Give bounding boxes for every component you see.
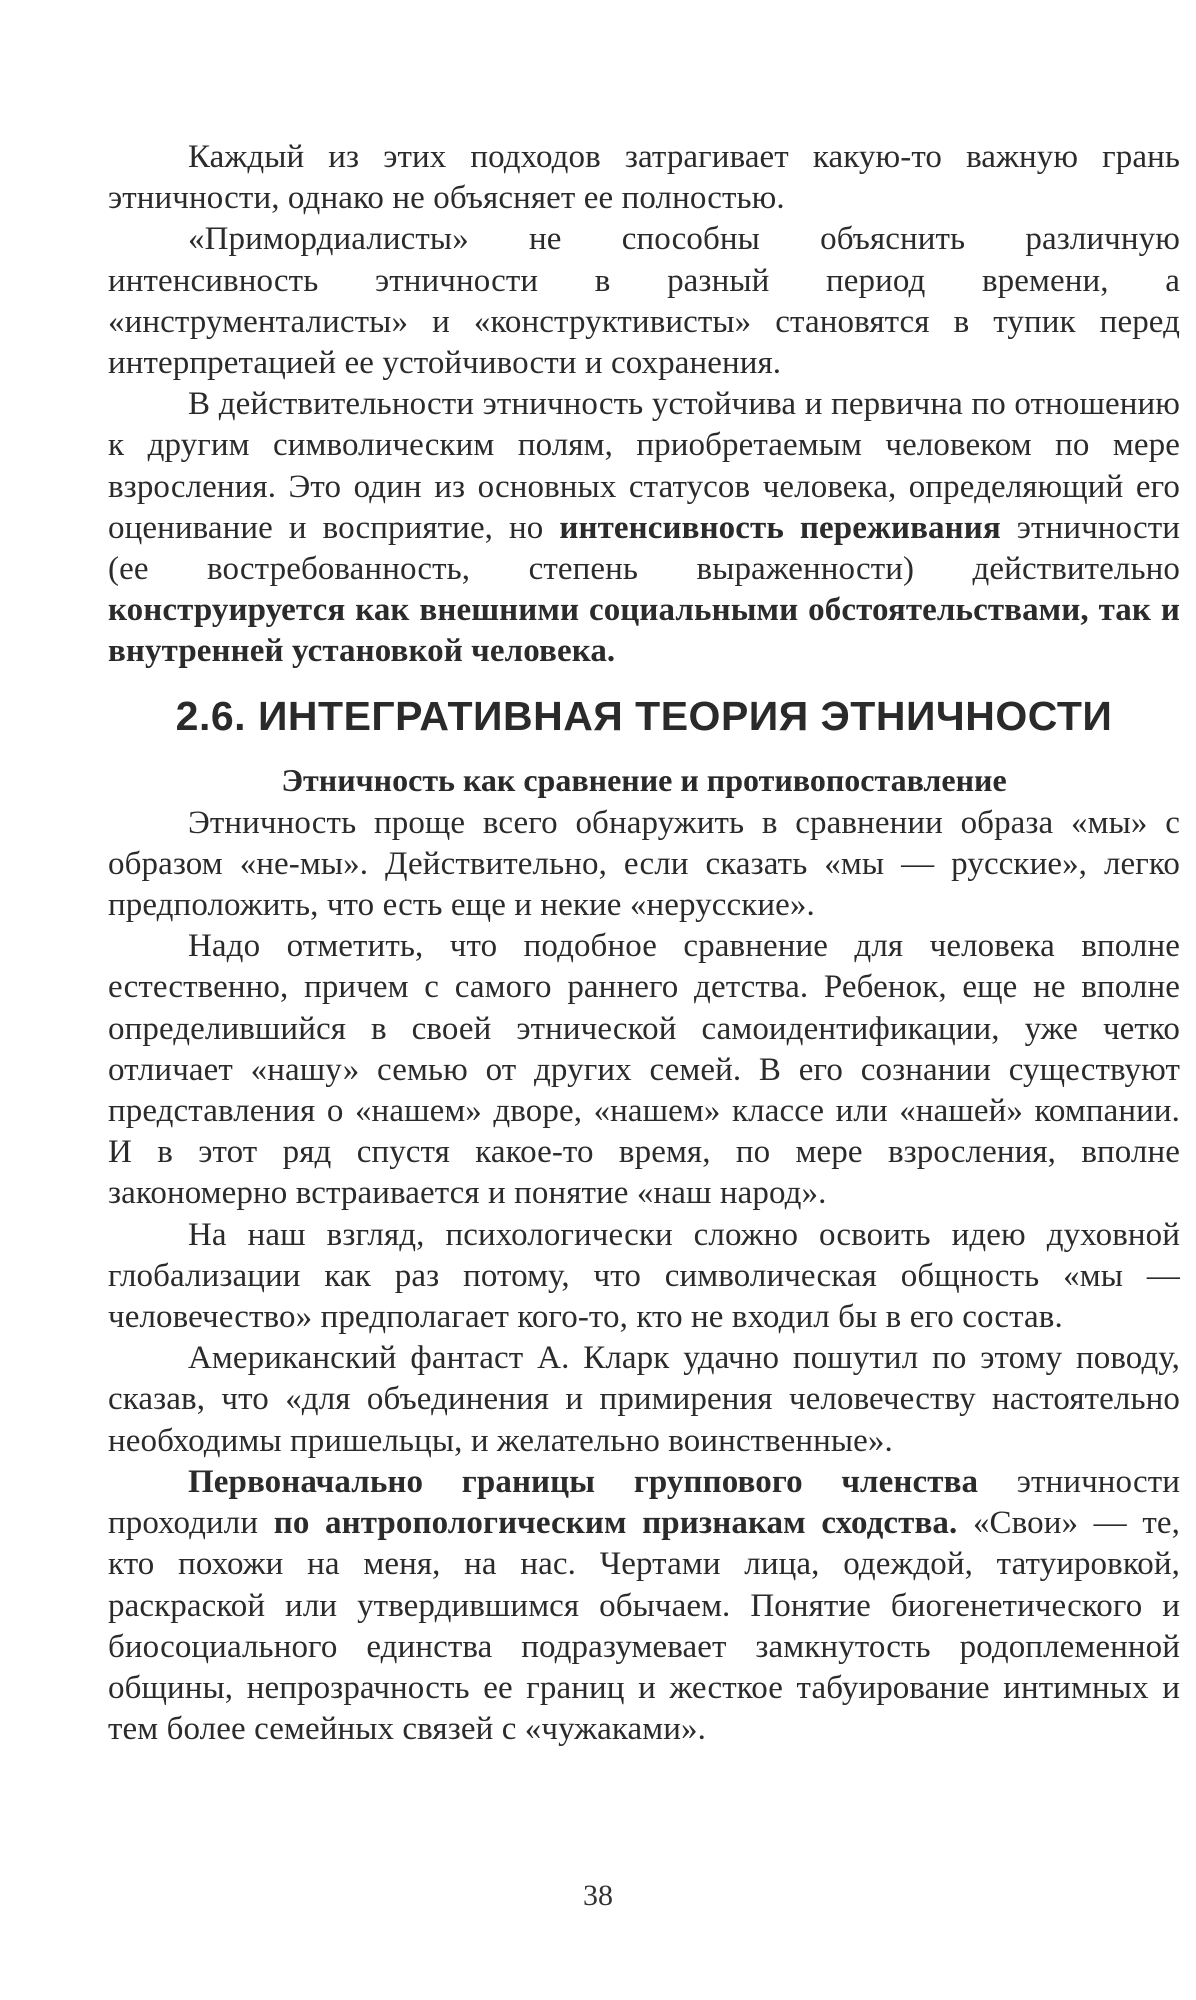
paragraph	[108, 1462, 1180, 1750]
paragraph-text: этничности проходили	[108, 1463, 1181, 1542]
bold-text: конструируется как внешними социальными обстоятельствами, так и внутренней установкой человека.	[108, 592, 1180, 670]
paragraph-text: «Свои» — те, кто похожи на меня, на нас. Чертами лица, одеждой, татуировкой, раскраской или утвердившимся обычаем. Понятие биогенетического и биосоциального единства подразумевает замкнутость родоплеменной общины, непрозрачность ее границ и жесткое табуирование интимных и тем более семейных связей с «чужаками».	[108, 1505, 1180, 1748]
paragraph	[108, 803, 1180, 927]
bold-text: интенсивность переживания	[559, 509, 1001, 546]
paragraph	[108, 1215, 1180, 1339]
paragraph	[108, 384, 1180, 672]
subsection-heading: Этничность как сравнение и противопоставление	[281, 761, 1007, 798]
bold-text: по антропологическим признакам сходства.	[273, 1505, 958, 1542]
paragraph	[108, 926, 1180, 1214]
paragraph	[108, 137, 1180, 219]
paragraph	[108, 1338, 1180, 1462]
paragraph-text: Американский фантаст А. Кларк удачно пошутил по этому поводу, сказав, что «для объединения и примирения человечеству настоятельно необходимы пришельцы, и желательно воинственные».	[108, 1340, 1180, 1459]
paragraph-text: этничности (ее востребованность, степень выраженности) действительно	[108, 509, 1181, 588]
paragraph-text: На наш взгляд, психологически сложно освоить идею духовной глобализации как раз потому, что символическая общность «мы — человечество» предполагает кого-то, кто не входил бы в его состав.	[108, 1216, 1180, 1336]
page-body	[108, 137, 1180, 1750]
paragraph-text: Надо отметить, что подобное сравнение для человека вполне естественно, причем с самого раннего детства. Ребенок, еще не вполне определившийся в своей этнической самоидентификации, уже четко отличает «нашу» семью от других семей. В его сознании существуют представления о «нашем» дворе, «нашем» классе или «нашей» компании. И в этот ряд спустя какое-то время, по мере взросления, вполне закономерно встраивается и понятие «наш народ».	[108, 928, 1180, 1212]
paragraph-text: «Примордиалисты» не способны объяснить различную интенсивность этничности в разный период времени, а «инструменталисты» и «конструктивисты» становятся в тупик перед интерпретацией ее устойчивости и сохранения.	[108, 221, 1180, 382]
bold-text: Первоначально границы группового членства	[188, 1463, 979, 1500]
paragraph-text: Каждый из этих подходов затрагивает какую-то важную грань этничности, однако не объясняет ее полностью.	[108, 139, 1180, 217]
page-number: 38	[583, 1879, 613, 1912]
section-heading: 2.6. ИНТЕГРАТИВНАЯ ТЕОРИЯ ЭТНИЧНОСТИ	[175, 692, 1113, 739]
paragraph	[108, 219, 1180, 384]
paragraph-text: Этничность проще всего обнаружить в сравнении образа «мы» с образом «не-мы». Действительно, если сказать «мы — русские», легко предположить, что есть еще и некие «нерусские».	[108, 804, 1180, 924]
paragraph-text: В действительности этничность устойчива и первична по отношению к другим символическим полям, приобретаемым человеком по мере взросления. Это один из основных статусов человека, определяющий его оценивание и восприятие, но	[108, 386, 1180, 546]
